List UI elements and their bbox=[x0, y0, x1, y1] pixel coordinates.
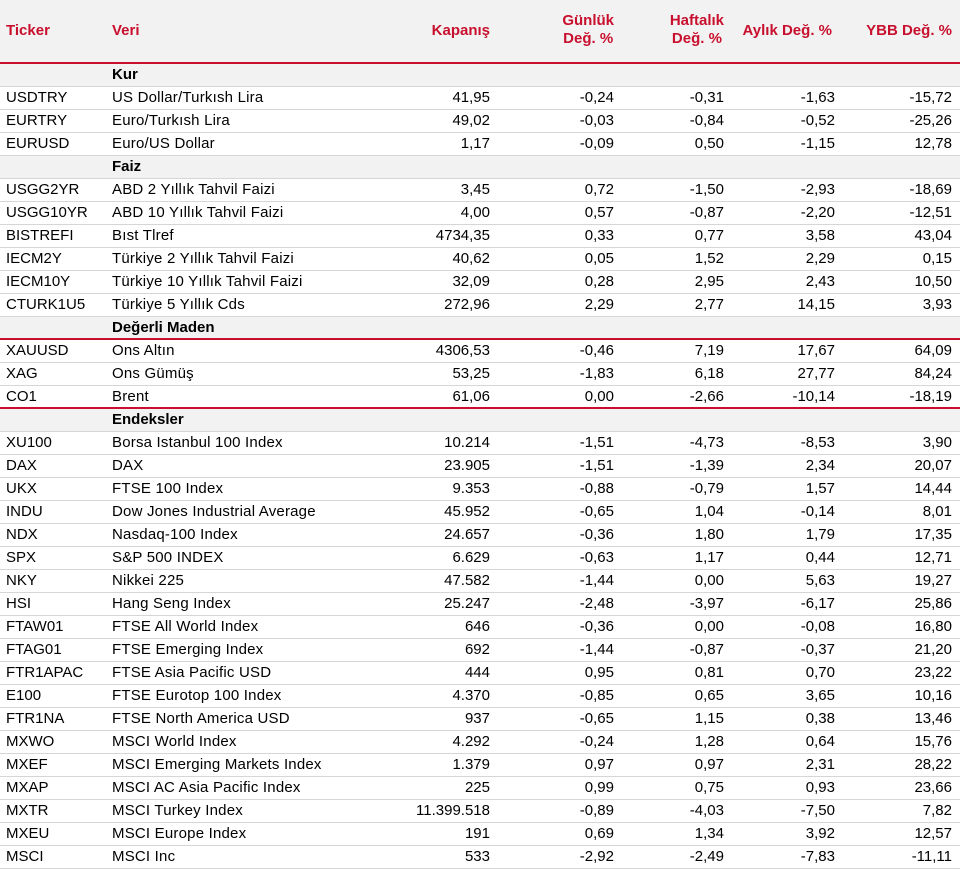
cell-haftalik: -0,79 bbox=[689, 480, 724, 497]
cell-ticker: MXWO bbox=[6, 733, 55, 750]
cell-gunluk: -1,51 bbox=[579, 434, 614, 451]
cell-gunluk: -0,65 bbox=[579, 710, 614, 727]
cell-kapanis: 191 bbox=[464, 825, 490, 842]
cell-ybb: -15,72 bbox=[909, 89, 952, 106]
cell-veri: Nikkei 225 bbox=[112, 572, 185, 589]
cell-veri: Euro/US Dollar bbox=[112, 135, 215, 152]
cell-haftalik: 6,18 bbox=[694, 365, 724, 382]
header-ticker: Ticker bbox=[6, 22, 50, 39]
cell-kapanis: 45.952 bbox=[444, 503, 490, 520]
section-title: Değerli Maden bbox=[112, 319, 215, 336]
cell-ybb: 23,66 bbox=[914, 779, 952, 796]
cell-aylik: 3,58 bbox=[805, 227, 835, 244]
table-row bbox=[0, 455, 960, 478]
cell-haftalik: 1,34 bbox=[694, 825, 724, 842]
cell-veri: Hang Seng Index bbox=[112, 595, 231, 612]
cell-ybb: 25,86 bbox=[914, 595, 952, 612]
cell-haftalik: 1,17 bbox=[694, 549, 724, 566]
table-row bbox=[0, 501, 960, 524]
cell-ybb: 13,46 bbox=[914, 710, 952, 727]
cell-veri: US Dollar/Turkısh Lira bbox=[112, 89, 264, 106]
cell-kapanis: 225 bbox=[464, 779, 490, 796]
cell-ybb: 64,09 bbox=[914, 342, 952, 359]
cell-ticker: BISTREFI bbox=[6, 227, 74, 244]
cell-veri: MSCI Emerging Markets Index bbox=[112, 756, 322, 773]
cell-kapanis: 4,00 bbox=[460, 204, 490, 221]
cell-aylik: -1,15 bbox=[800, 135, 835, 152]
cell-veri: Türkiye 5 Yıllık Cds bbox=[112, 296, 245, 313]
cell-ybb: 12,71 bbox=[914, 549, 952, 566]
section-header bbox=[0, 409, 960, 432]
cell-ticker: USDTRY bbox=[6, 89, 68, 106]
cell-gunluk: -0,88 bbox=[579, 480, 614, 497]
table-row bbox=[0, 87, 960, 110]
cell-ybb: 84,24 bbox=[914, 365, 952, 382]
cell-ticker: FTAG01 bbox=[6, 641, 62, 658]
cell-ticker: EURTRY bbox=[6, 112, 68, 129]
cell-ybb: 8,01 bbox=[922, 503, 952, 520]
cell-kapanis: 40,62 bbox=[452, 250, 490, 267]
cell-veri: Euro/Turkısh Lira bbox=[112, 112, 230, 129]
cell-ybb: -11,11 bbox=[911, 848, 952, 865]
cell-ybb: 16,80 bbox=[914, 618, 952, 635]
cell-kapanis: 32,09 bbox=[452, 273, 490, 290]
cell-veri: Ons Gümüş bbox=[112, 365, 194, 382]
cell-aylik: -0,08 bbox=[800, 618, 835, 635]
header-ybb: YBB Değ. % bbox=[866, 22, 952, 39]
table-row bbox=[0, 570, 960, 593]
cell-kapanis: 4734,35 bbox=[435, 227, 490, 244]
table-row bbox=[0, 662, 960, 685]
cell-gunluk: -0,63 bbox=[579, 549, 614, 566]
table-row bbox=[0, 800, 960, 823]
table-row bbox=[0, 432, 960, 455]
table-header bbox=[0, 0, 960, 64]
cell-ybb: -18,69 bbox=[909, 181, 952, 198]
cell-kapanis: 646 bbox=[464, 618, 490, 635]
cell-aylik: -2,20 bbox=[800, 204, 835, 221]
cell-aylik: -0,37 bbox=[800, 641, 835, 658]
cell-kapanis: 1,17 bbox=[460, 135, 490, 152]
cell-gunluk: 0,95 bbox=[584, 664, 614, 681]
cell-aylik: 2,29 bbox=[805, 250, 835, 267]
cell-veri: ABD 2 Yıllık Tahvil Faizi bbox=[112, 181, 275, 198]
cell-aylik: 2,34 bbox=[805, 457, 835, 474]
cell-haftalik: 1,28 bbox=[694, 733, 724, 750]
cell-haftalik: -1,50 bbox=[689, 181, 724, 198]
cell-ticker: HSI bbox=[6, 595, 32, 612]
cell-ybb: 17,35 bbox=[914, 526, 952, 543]
cell-haftalik: -4,73 bbox=[689, 434, 724, 451]
cell-kapanis: 41,95 bbox=[452, 89, 490, 106]
cell-gunluk: -2,48 bbox=[579, 595, 614, 612]
cell-ybb: 28,22 bbox=[914, 756, 952, 773]
cell-kapanis: 1.379 bbox=[452, 756, 490, 773]
cell-haftalik: 0,75 bbox=[694, 779, 724, 796]
cell-kapanis: 4.292 bbox=[452, 733, 490, 750]
cell-veri: FTSE Eurotop 100 Index bbox=[112, 687, 282, 704]
table-row bbox=[0, 248, 960, 271]
table-row bbox=[0, 708, 960, 731]
cell-ybb: 10,50 bbox=[914, 273, 952, 290]
table-body bbox=[0, 64, 960, 869]
cell-veri: Dow Jones Industrial Average bbox=[112, 503, 316, 520]
cell-ticker: MXAP bbox=[6, 779, 49, 796]
section-title: Faiz bbox=[112, 158, 142, 175]
section-header bbox=[0, 156, 960, 179]
cell-aylik: 0,70 bbox=[805, 664, 835, 681]
section-title: Kur bbox=[112, 66, 138, 83]
cell-ticker: USGG10YR bbox=[6, 204, 88, 221]
cell-haftalik: 0,50 bbox=[694, 135, 724, 152]
cell-kapanis: 6.629 bbox=[452, 549, 490, 566]
cell-veri: Bıst Tlref bbox=[112, 227, 174, 244]
cell-gunluk: -1,83 bbox=[579, 365, 614, 382]
cell-gunluk: 0,05 bbox=[584, 250, 614, 267]
cell-aylik: 2,43 bbox=[805, 273, 835, 290]
cell-gunluk: -0,85 bbox=[579, 687, 614, 704]
cell-kapanis: 272,96 bbox=[444, 296, 490, 313]
cell-aylik: -0,52 bbox=[800, 112, 835, 129]
cell-haftalik: 0,81 bbox=[694, 664, 724, 681]
cell-gunluk: -1,51 bbox=[579, 457, 614, 474]
cell-veri: MSCI World Index bbox=[112, 733, 237, 750]
cell-kapanis: 9.353 bbox=[452, 480, 490, 497]
cell-ticker: CO1 bbox=[6, 388, 37, 405]
cell-ticker: SPX bbox=[6, 549, 37, 566]
cell-ybb: 12,78 bbox=[914, 135, 952, 152]
cell-haftalik: 2,77 bbox=[694, 296, 724, 313]
cell-ticker: NKY bbox=[6, 572, 37, 589]
cell-aylik: -2,93 bbox=[800, 181, 835, 198]
cell-ybb: 15,76 bbox=[914, 733, 952, 750]
cell-ticker: XU100 bbox=[6, 434, 52, 451]
table-row bbox=[0, 846, 960, 869]
cell-veri: MSCI Europe Index bbox=[112, 825, 247, 842]
cell-ybb: 14,44 bbox=[914, 480, 952, 497]
table-row bbox=[0, 524, 960, 547]
header-gunluk-line1: Günlük bbox=[562, 12, 614, 29]
cell-veri: FTSE All World Index bbox=[112, 618, 259, 635]
cell-gunluk: 0,00 bbox=[584, 388, 614, 405]
cell-veri: MSCI AC Asia Pacific Index bbox=[112, 779, 301, 796]
cell-veri: FTSE Asia Pacific USD bbox=[112, 664, 272, 681]
cell-gunluk: 0,28 bbox=[584, 273, 614, 290]
cell-aylik: 14,15 bbox=[797, 296, 835, 313]
cell-haftalik: -1,39 bbox=[689, 457, 724, 474]
cell-ticker: FTAW01 bbox=[6, 618, 64, 635]
cell-haftalik: 0,65 bbox=[694, 687, 724, 704]
cell-kapanis: 3,45 bbox=[460, 181, 490, 198]
cell-gunluk: 0,99 bbox=[584, 779, 614, 796]
cell-gunluk: 2,29 bbox=[584, 296, 614, 313]
table-row bbox=[0, 133, 960, 156]
cell-gunluk: -0,46 bbox=[579, 342, 614, 359]
cell-aylik: -7,83 bbox=[800, 848, 835, 865]
header-aylik: Aylık Değ. % bbox=[742, 22, 832, 39]
cell-kapanis: 533 bbox=[464, 848, 490, 865]
header-haftalik-line1: Haftalık bbox=[669, 12, 724, 29]
cell-gunluk: 0,57 bbox=[584, 204, 614, 221]
cell-veri: ABD 10 Yıllık Tahvil Faizi bbox=[112, 204, 284, 221]
cell-gunluk: -0,24 bbox=[579, 733, 614, 750]
table-row bbox=[0, 386, 960, 409]
cell-ticker: MXEF bbox=[6, 756, 48, 773]
cell-ticker: MXEU bbox=[6, 825, 50, 842]
cell-haftalik: 1,52 bbox=[694, 250, 724, 267]
cell-veri: Brent bbox=[112, 388, 149, 405]
cell-ybb: 20,07 bbox=[914, 457, 952, 474]
table-row bbox=[0, 593, 960, 616]
table-row bbox=[0, 271, 960, 294]
cell-gunluk: 0,72 bbox=[584, 181, 614, 198]
cell-gunluk: -1,44 bbox=[579, 572, 614, 589]
cell-ybb: 19,27 bbox=[914, 572, 952, 589]
cell-gunluk: -0,36 bbox=[579, 526, 614, 543]
cell-kapanis: 49,02 bbox=[452, 112, 490, 129]
header-gunluk bbox=[562, 12, 614, 48]
cell-ticker: FTR1APAC bbox=[6, 664, 84, 681]
cell-kapanis: 53,25 bbox=[452, 365, 490, 382]
cell-veri: MSCI Inc bbox=[112, 848, 176, 865]
cell-haftalik: -4,03 bbox=[689, 802, 724, 819]
header-haftalik-line2: Değ. % bbox=[671, 30, 722, 47]
cell-veri: Türkiye 10 Yıllık Tahvil Faizi bbox=[112, 273, 303, 290]
cell-haftalik: 0,77 bbox=[694, 227, 724, 244]
table-row bbox=[0, 639, 960, 662]
table-row bbox=[0, 225, 960, 248]
cell-kapanis: 444 bbox=[464, 664, 490, 681]
section-header bbox=[0, 317, 960, 340]
cell-ticker: NDX bbox=[6, 526, 38, 543]
cell-aylik: 3,92 bbox=[805, 825, 835, 842]
cell-kapanis: 61,06 bbox=[452, 388, 490, 405]
cell-ticker: IECM10Y bbox=[6, 273, 71, 290]
cell-haftalik: 7,19 bbox=[694, 342, 724, 359]
cell-ticker: XAG bbox=[6, 365, 38, 382]
table-row bbox=[0, 110, 960, 133]
cell-ybb: 3,93 bbox=[922, 296, 952, 313]
cell-haftalik: 1,04 bbox=[694, 503, 724, 520]
cell-haftalik: -2,49 bbox=[689, 848, 724, 865]
cell-ybb: 21,20 bbox=[914, 641, 952, 658]
cell-kapanis: 11.399.518 bbox=[416, 802, 490, 819]
cell-veri: Türkiye 2 Yıllık Tahvil Faizi bbox=[112, 250, 294, 267]
cell-veri: DAX bbox=[112, 457, 144, 474]
table-row bbox=[0, 731, 960, 754]
cell-gunluk: 0,69 bbox=[584, 825, 614, 842]
cell-veri: Ons Altın bbox=[112, 342, 175, 359]
table-row bbox=[0, 754, 960, 777]
cell-aylik: 0,38 bbox=[805, 710, 835, 727]
cell-gunluk: -0,24 bbox=[579, 89, 614, 106]
table-row bbox=[0, 823, 960, 846]
cell-aylik: 17,67 bbox=[797, 342, 835, 359]
cell-haftalik: -0,87 bbox=[689, 641, 724, 658]
cell-haftalik: 0,00 bbox=[694, 618, 724, 635]
cell-aylik: 3,65 bbox=[805, 687, 835, 704]
cell-veri: FTSE North America USD bbox=[112, 710, 290, 727]
cell-ticker: INDU bbox=[6, 503, 43, 520]
cell-ticker: CTURK1U5 bbox=[6, 296, 86, 313]
cell-ticker: EURUSD bbox=[6, 135, 70, 152]
cell-haftalik: -3,97 bbox=[689, 595, 724, 612]
header-veri: Veri bbox=[112, 22, 140, 39]
cell-ybb: 7,82 bbox=[922, 802, 952, 819]
cell-gunluk: 0,33 bbox=[584, 227, 614, 244]
header-kapanis: Kapanış bbox=[431, 22, 490, 39]
section-title: Endeksler bbox=[112, 411, 184, 428]
cell-aylik: 2,31 bbox=[805, 756, 835, 773]
cell-aylik: 0,64 bbox=[805, 733, 835, 750]
cell-ybb: -12,51 bbox=[909, 204, 952, 221]
section-header bbox=[0, 64, 960, 87]
table-row bbox=[0, 340, 960, 363]
cell-veri: FTSE 100 Index bbox=[112, 480, 224, 497]
cell-aylik: -10,14 bbox=[792, 388, 835, 405]
cell-ybb: 3,90 bbox=[922, 434, 952, 451]
cell-ybb: -18,19 bbox=[909, 388, 952, 405]
cell-aylik: -6,17 bbox=[800, 595, 835, 612]
cell-ticker: MXTR bbox=[6, 802, 49, 819]
cell-gunluk: -0,65 bbox=[579, 503, 614, 520]
cell-gunluk: -0,36 bbox=[579, 618, 614, 635]
cell-ticker: USGG2YR bbox=[6, 181, 80, 198]
cell-haftalik: 0,00 bbox=[694, 572, 724, 589]
cell-haftalik: 1,80 bbox=[694, 526, 724, 543]
cell-ybb: 43,04 bbox=[914, 227, 952, 244]
cell-aylik: 0,44 bbox=[805, 549, 835, 566]
cell-ticker: FTR1NA bbox=[6, 710, 65, 727]
table-row bbox=[0, 685, 960, 708]
cell-aylik: -7,50 bbox=[800, 802, 835, 819]
cell-aylik: 1,57 bbox=[805, 480, 835, 497]
cell-ybb: 12,57 bbox=[914, 825, 952, 842]
cell-veri: MSCI Turkey Index bbox=[112, 802, 243, 819]
table-row bbox=[0, 478, 960, 501]
cell-ticker: IECM2Y bbox=[6, 250, 62, 267]
cell-gunluk: -0,03 bbox=[579, 112, 614, 129]
cell-kapanis: 692 bbox=[464, 641, 490, 658]
cell-kapanis: 24.657 bbox=[444, 526, 490, 543]
cell-aylik: -0,14 bbox=[800, 503, 835, 520]
cell-kapanis: 25.247 bbox=[444, 595, 490, 612]
cell-ticker: XAUUSD bbox=[6, 342, 69, 359]
cell-veri: FTSE Emerging Index bbox=[112, 641, 264, 658]
cell-kapanis: 23.905 bbox=[444, 457, 490, 474]
table-row bbox=[0, 777, 960, 800]
cell-gunluk: 0,97 bbox=[584, 756, 614, 773]
cell-ybb: 10,16 bbox=[914, 687, 952, 704]
cell-ticker: UKX bbox=[6, 480, 37, 497]
cell-gunluk: -2,92 bbox=[579, 848, 614, 865]
cell-ybb: -25,26 bbox=[909, 112, 952, 129]
cell-aylik: -1,63 bbox=[800, 89, 835, 106]
cell-kapanis: 47.582 bbox=[444, 572, 490, 589]
cell-haftalik: -0,84 bbox=[689, 112, 724, 129]
cell-kapanis: 4.370 bbox=[452, 687, 490, 704]
cell-kapanis: 937 bbox=[464, 710, 490, 727]
cell-gunluk: -1,44 bbox=[579, 641, 614, 658]
cell-ticker: MSCI bbox=[6, 848, 44, 865]
cell-aylik: 5,63 bbox=[805, 572, 835, 589]
table-row bbox=[0, 202, 960, 225]
cell-ybb: 0,15 bbox=[922, 250, 952, 267]
cell-veri: Nasdaq-100 Index bbox=[112, 526, 238, 543]
cell-ybb: 23,22 bbox=[914, 664, 952, 681]
cell-kapanis: 10.214 bbox=[444, 434, 490, 451]
cell-veri: S&P 500 INDEX bbox=[112, 549, 224, 566]
table-row bbox=[0, 294, 960, 317]
cell-haftalik: -0,31 bbox=[689, 89, 724, 106]
cell-haftalik: 2,95 bbox=[694, 273, 724, 290]
table-row bbox=[0, 363, 960, 386]
table-row bbox=[0, 179, 960, 202]
cell-gunluk: -0,89 bbox=[579, 802, 614, 819]
cell-ticker: E100 bbox=[6, 687, 42, 704]
header-gunluk-line2: Değ. % bbox=[563, 30, 614, 47]
cell-kapanis: 4306,53 bbox=[435, 342, 490, 359]
cell-haftalik: -2,66 bbox=[689, 388, 724, 405]
table-row bbox=[0, 616, 960, 639]
cell-gunluk: -0,09 bbox=[579, 135, 614, 152]
header-haftalik bbox=[670, 12, 724, 48]
cell-aylik: 27,77 bbox=[797, 365, 835, 382]
cell-aylik: 0,93 bbox=[805, 779, 835, 796]
cell-veri: Borsa Istanbul 100 Index bbox=[112, 434, 283, 451]
cell-ticker: DAX bbox=[6, 457, 37, 474]
cell-haftalik: 1,15 bbox=[694, 710, 724, 727]
cell-haftalik: 0,97 bbox=[694, 756, 724, 773]
cell-aylik: -8,53 bbox=[800, 434, 835, 451]
cell-aylik: 1,79 bbox=[805, 526, 835, 543]
cell-haftalik: -0,87 bbox=[689, 204, 724, 221]
table-row bbox=[0, 547, 960, 570]
